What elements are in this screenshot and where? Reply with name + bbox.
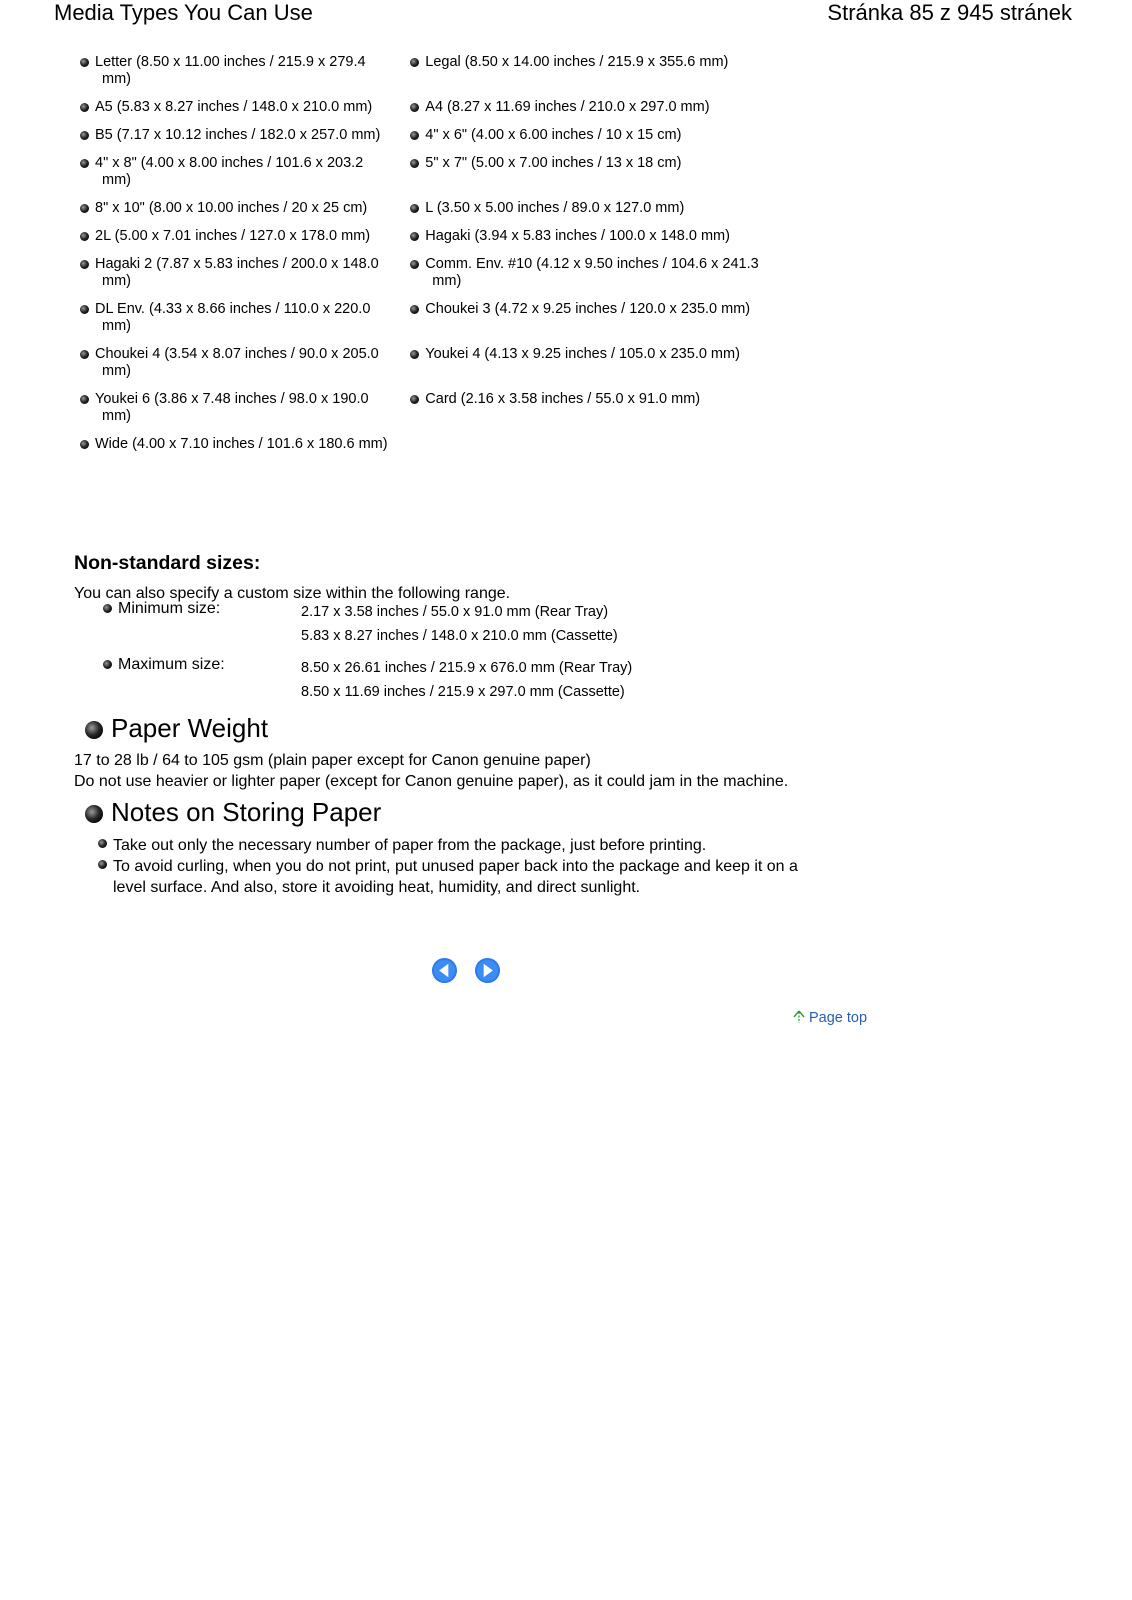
bullet-icon bbox=[410, 395, 419, 404]
list-item bbox=[410, 200, 780, 217]
size-label: Youkei 4 (4.13 x 9.25 inches / 105.0 x 235.0 mm) bbox=[425, 346, 740, 362]
size-label: 8" x 10" (8.00 x 10.00 inches / 20 x 25 cm) bbox=[95, 200, 368, 216]
size-row bbox=[80, 200, 780, 217]
size-row bbox=[80, 391, 780, 425]
size-row bbox=[80, 54, 780, 88]
arrow-up-icon bbox=[792, 1010, 806, 1024]
size-row bbox=[80, 127, 780, 144]
paper-weight-title: Paper Weight bbox=[111, 713, 269, 743]
note-text: Take out only the necessary number of paper from the package, just before printing. bbox=[113, 837, 707, 854]
size-label: 4" x 8" (4.00 x 8.00 inches / 101.6 x 203.2 bbox=[95, 155, 364, 171]
bullet-icon bbox=[410, 159, 419, 168]
nonstandard-intro: You can also specify a custom size within the following range. bbox=[74, 585, 511, 602]
list-item bbox=[410, 228, 780, 245]
size-label-continued: mm) bbox=[102, 318, 131, 334]
size-label: DL Env. (4.33 x 8.66 inches / 110.0 x 220.0 bbox=[95, 301, 371, 317]
size-label: Legal (8.50 x 14.00 inches / 215.9 x 355.6 mm) bbox=[425, 54, 729, 70]
maximum-size-cassette: 8.50 x 11.69 inches / 215.9 x 297.0 mm (Cassette) bbox=[301, 684, 625, 700]
bullet-icon bbox=[80, 395, 89, 404]
list-item bbox=[80, 228, 410, 245]
size-label: Choukei 3 (4.72 x 9.25 inches / 120.0 x 235.0 mm) bbox=[425, 301, 751, 317]
maximum-size-label: Maximum size: bbox=[118, 656, 225, 673]
size-label-continued: mm) bbox=[432, 273, 462, 289]
size-label: Choukei 4 (3.54 x 8.07 inches / 90.0 x 205.0 bbox=[95, 346, 379, 362]
nonstandard-heading: Non-standard sizes: bbox=[74, 552, 261, 574]
size-label: 2L (5.00 x 7.01 inches / 127.0 x 178.0 mm) bbox=[95, 228, 371, 244]
page-counter: Stránka 85 z 945 stránek bbox=[827, 0, 1072, 25]
size-label: A4 (8.27 x 11.69 inches / 210.0 x 297.0 mm) bbox=[425, 99, 710, 115]
storing-notes-title: Notes on Storing Paper bbox=[111, 797, 382, 827]
size-label-continued: mm) bbox=[102, 363, 131, 379]
bullet-icon bbox=[80, 204, 89, 213]
bullet-icon bbox=[410, 260, 419, 269]
empty-cell bbox=[410, 436, 780, 453]
bullet-icon bbox=[103, 604, 112, 613]
list-item bbox=[410, 301, 780, 335]
note-text: To avoid curling, when you do not print, put unused paper back into the package and keep it on a bbox=[113, 858, 798, 875]
list-item bbox=[80, 301, 410, 335]
bullet-icon bbox=[80, 232, 89, 241]
size-row bbox=[80, 155, 780, 189]
list-item bbox=[410, 54, 780, 88]
list-item bbox=[98, 856, 858, 898]
list-item bbox=[80, 54, 410, 88]
bullet-icon bbox=[410, 232, 419, 241]
list-item bbox=[80, 155, 410, 189]
media-size-list bbox=[80, 54, 780, 464]
list-item bbox=[410, 99, 780, 116]
size-label: A5 (5.83 x 8.27 inches / 148.0 x 210.0 mm) bbox=[95, 99, 373, 115]
size-label: 5" x 7" (5.00 x 7.00 inches / 13 x 18 cm) bbox=[425, 155, 682, 171]
list-item bbox=[410, 346, 780, 380]
list-item bbox=[410, 155, 780, 189]
list-item bbox=[80, 99, 410, 116]
bullet-icon bbox=[80, 159, 89, 168]
list-item bbox=[80, 200, 410, 217]
previous-page-button[interactable] bbox=[431, 957, 458, 984]
bullet-icon bbox=[85, 721, 103, 739]
size-row bbox=[80, 346, 780, 380]
bullet-icon bbox=[410, 58, 419, 67]
list-item bbox=[80, 391, 410, 425]
bullet-icon bbox=[103, 660, 112, 669]
minimum-size-rear: 2.17 x 3.58 inches / 55.0 x 91.0 mm (Rear Tray) bbox=[301, 604, 609, 620]
size-row bbox=[80, 99, 780, 116]
next-page-button[interactable] bbox=[474, 957, 501, 984]
paper-weight-text bbox=[74, 750, 894, 792]
size-label: Letter (8.50 x 11.00 inches / 215.9 x 279.4 bbox=[95, 54, 366, 70]
size-label: Hagaki (3.94 x 5.83 inches / 100.0 x 148.0 mm) bbox=[425, 228, 730, 244]
page-top-label: Page top bbox=[809, 1010, 868, 1026]
list-item bbox=[410, 256, 780, 290]
size-label: Card (2.16 x 3.58 inches / 55.0 x 91.0 mm) bbox=[425, 391, 701, 407]
paper-weight-warning: Do not use heavier or lighter paper (except for Canon genuine paper), as it could jam in the machine. bbox=[74, 773, 789, 790]
list-item bbox=[80, 127, 410, 144]
size-label: Wide (4.00 x 7.10 inches / 101.6 x 180.6 mm) bbox=[95, 436, 388, 452]
size-label: Hagaki 2 (7.87 x 5.83 inches / 200.0 x 148.0 bbox=[95, 256, 379, 272]
list-item bbox=[80, 346, 410, 380]
bullet-icon bbox=[80, 305, 89, 314]
size-label: Youkei 6 (3.86 x 7.48 inches / 98.0 x 190.0 bbox=[95, 391, 369, 407]
bullet-icon bbox=[410, 131, 419, 140]
bullet-icon bbox=[410, 350, 419, 359]
size-row bbox=[80, 256, 780, 290]
list-item bbox=[410, 127, 780, 144]
bullet-icon bbox=[80, 440, 89, 449]
storing-notes-heading bbox=[85, 797, 381, 828]
size-label-continued: mm) bbox=[102, 172, 131, 188]
list-item bbox=[80, 436, 410, 453]
size-label-continued: mm) bbox=[102, 408, 131, 424]
bullet-icon bbox=[80, 350, 89, 359]
size-row bbox=[80, 228, 780, 245]
size-row bbox=[80, 436, 780, 453]
minimum-size-label: Minimum size: bbox=[118, 600, 221, 617]
list-item bbox=[98, 835, 858, 856]
page-top-link[interactable] bbox=[792, 1010, 867, 1026]
page-title: Media Types You Can Use bbox=[54, 0, 313, 25]
bullet-icon bbox=[98, 839, 107, 848]
maximum-size-rear: 8.50 x 26.61 inches / 215.9 x 676.0 mm (Rear Tray) bbox=[301, 660, 633, 676]
bullet-icon bbox=[85, 805, 103, 823]
size-row bbox=[80, 301, 780, 335]
note-text-continued: level surface. And also, store it avoiding heat, humidity, and direct sunlight. bbox=[113, 879, 641, 896]
size-label: Comm. Env. #10 (4.12 x 9.50 inches / 104.6 x 241.3 bbox=[425, 256, 759, 272]
size-label-continued: mm) bbox=[102, 71, 131, 87]
bullet-icon bbox=[410, 204, 419, 213]
bullet-icon bbox=[80, 103, 89, 112]
size-label: 4" x 6" (4.00 x 6.00 inches / 10 x 15 cm) bbox=[425, 127, 682, 143]
list-item bbox=[80, 256, 410, 290]
page-navigation bbox=[431, 957, 501, 984]
bullet-icon bbox=[98, 860, 107, 869]
storing-notes-list bbox=[98, 835, 858, 898]
size-label: L (3.50 x 5.00 inches / 89.0 x 127.0 mm) bbox=[425, 200, 685, 216]
minimum-size-cassette: 5.83 x 8.27 inches / 148.0 x 210.0 mm (Cassette) bbox=[301, 628, 618, 644]
paper-weight-heading bbox=[85, 713, 268, 744]
bullet-icon bbox=[410, 103, 419, 112]
list-item bbox=[410, 391, 780, 425]
paper-weight-line: 17 to 28 lb / 64 to 105 gsm (plain paper except for Canon genuine paper) bbox=[74, 752, 591, 769]
bullet-icon bbox=[80, 131, 89, 140]
size-label-continued: mm) bbox=[102, 273, 131, 289]
bullet-icon bbox=[80, 260, 89, 269]
bullet-icon bbox=[80, 58, 89, 67]
bullet-icon bbox=[410, 305, 419, 314]
size-label: B5 (7.17 x 10.12 inches / 182.0 x 257.0 mm) bbox=[95, 127, 381, 143]
